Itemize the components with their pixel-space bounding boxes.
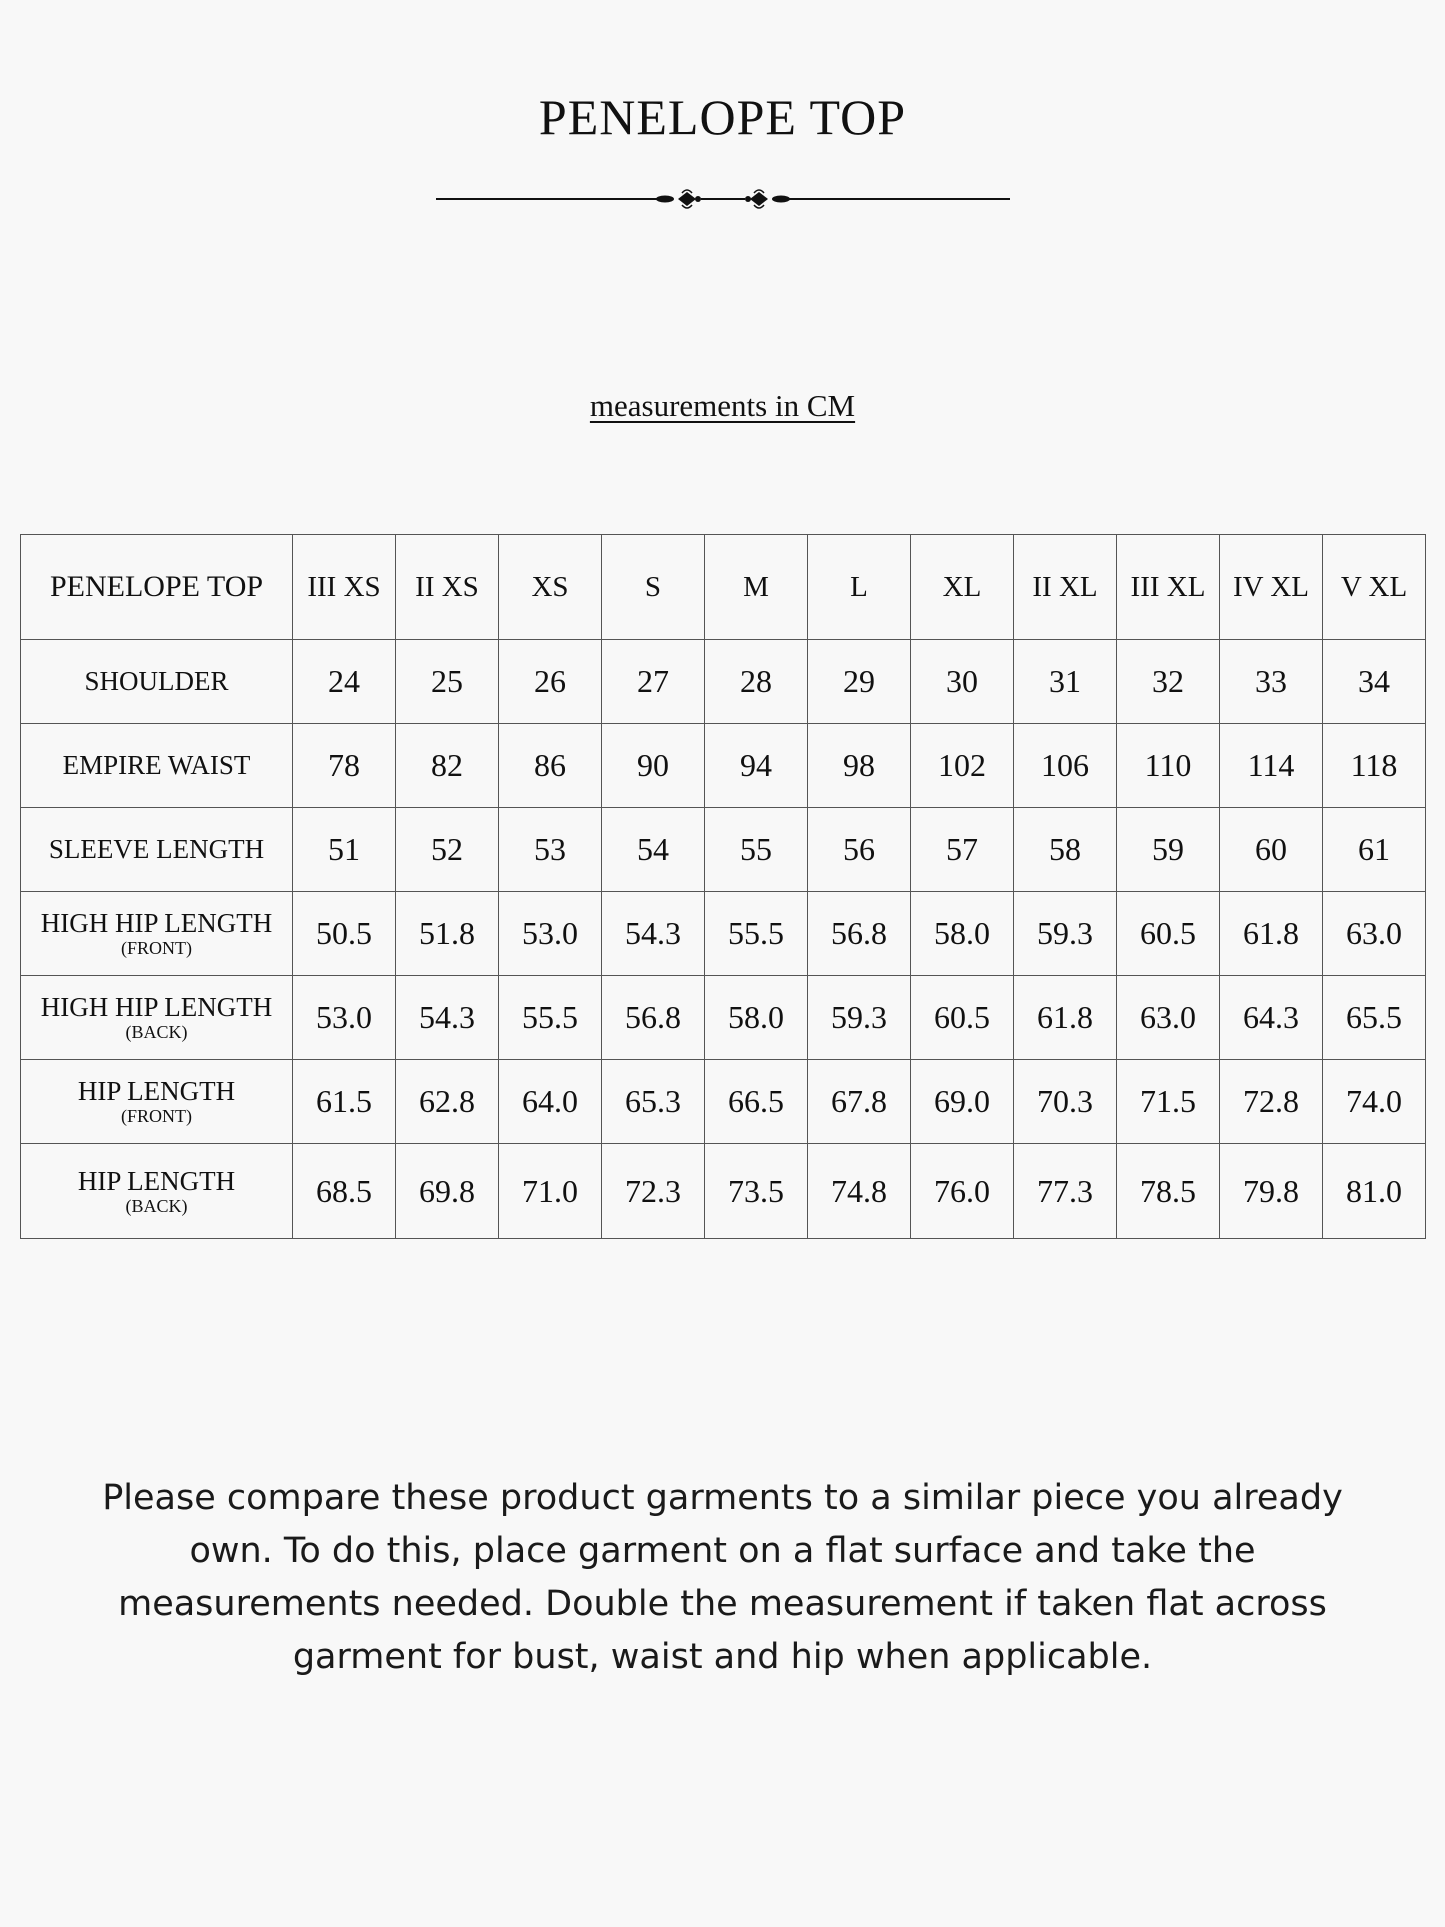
measurement-cell: 50.5 — [293, 892, 396, 976]
row-label-text: HIGH HIP LENGTH — [40, 992, 273, 1023]
table-row — [21, 640, 1426, 724]
measurement-cell: 55 — [705, 808, 808, 892]
measurement-cell: 65.3 — [602, 1060, 705, 1144]
measurement-cell: 62.8 — [396, 1060, 499, 1144]
measurement-cell: 57 — [911, 808, 1014, 892]
measurement-cell: 110 — [1117, 724, 1220, 808]
measurement-cell: 56.8 — [808, 892, 911, 976]
table-corner-header: PENELOPE TOP — [21, 535, 293, 640]
measurement-cell: 28 — [705, 640, 808, 724]
measurement-cell: 69.0 — [911, 1060, 1014, 1144]
measurement-cell: 69.8 — [396, 1144, 499, 1239]
measurement-cell: 56 — [808, 808, 911, 892]
measurement-cell: 52 — [396, 808, 499, 892]
measurement-cell: 55.5 — [705, 892, 808, 976]
measurement-cell: 102 — [911, 724, 1014, 808]
measurement-cell: 58.0 — [705, 976, 808, 1060]
measurement-cell: 79.8 — [1220, 1144, 1323, 1239]
measurement-cell: 32 — [1117, 640, 1220, 724]
row-label-text: HIP LENGTH — [77, 1165, 236, 1196]
row-label-text: HIGH HIP LENGTH — [40, 908, 273, 939]
size-chart-table — [20, 534, 1426, 1239]
size-header: II XS — [396, 535, 499, 640]
measurement-cell: 51 — [293, 808, 396, 892]
measurement-cell: 60.5 — [911, 976, 1014, 1060]
table-row — [21, 808, 1426, 892]
size-header: V XL — [1323, 535, 1426, 640]
measurement-cell: 26 — [499, 640, 602, 724]
size-header: II XL — [1014, 535, 1117, 640]
measurement-cell: 25 — [396, 640, 499, 724]
measurement-cell: 68.5 — [293, 1144, 396, 1239]
measurement-cell: 63.0 — [1117, 976, 1220, 1060]
measurement-cell: 72.8 — [1220, 1060, 1323, 1144]
measurement-cell: 54.3 — [396, 976, 499, 1060]
size-header: XL — [911, 535, 1014, 640]
row-label-subtext: (FRONT) — [121, 1106, 192, 1127]
row-label-text: SHOULDER — [84, 665, 229, 696]
measurement-cell: 54 — [602, 808, 705, 892]
measurement-cell: 64.3 — [1220, 976, 1323, 1060]
size-header: III XL — [1117, 535, 1220, 640]
row-label-subtext: (FRONT) — [121, 938, 192, 959]
measurement-cell: 66.5 — [705, 1060, 808, 1144]
measurement-cell: 67.8 — [808, 1060, 911, 1144]
measurement-cell: 58.0 — [911, 892, 1014, 976]
table-row — [21, 1144, 1426, 1239]
measurement-cell: 34 — [1323, 640, 1426, 724]
measurement-cell: 71.5 — [1117, 1060, 1220, 1144]
measurement-cell: 59.3 — [808, 976, 911, 1060]
measurement-cell: 73.5 — [705, 1144, 808, 1239]
row-label — [21, 1060, 293, 1144]
measurement-cell: 76.0 — [911, 1144, 1014, 1239]
measurement-cell: 31 — [1014, 640, 1117, 724]
measurement-cell: 63.0 — [1323, 892, 1426, 976]
measurement-cell: 53 — [499, 808, 602, 892]
table-row — [21, 976, 1426, 1060]
size-header: III XS — [293, 535, 396, 640]
measurement-cell: 58 — [1014, 808, 1117, 892]
measurement-cell: 86 — [499, 724, 602, 808]
row-label-subtext: (BACK) — [125, 1195, 188, 1216]
measurement-cell: 71.0 — [499, 1144, 602, 1239]
measurement-cell: 74.0 — [1323, 1060, 1426, 1144]
measurement-instructions: Please compare these product garments to a similar piece you already own. To do this, place garment on a flat surface and take the measurements needed. Double the measurement if taken flat across garment for bust, waist and hip when applicable. — [102, 1478, 1343, 1677]
table-header-row — [21, 535, 1426, 640]
measurement-cell: 81.0 — [1323, 1144, 1426, 1239]
measurement-cell: 61.8 — [1014, 976, 1117, 1060]
measurement-cell: 118 — [1323, 724, 1426, 808]
size-header: XS — [499, 535, 602, 640]
measurement-cell: 54.3 — [602, 892, 705, 976]
row-label — [21, 1144, 293, 1239]
measurement-cell: 94 — [705, 724, 808, 808]
measurement-cell: 98 — [808, 724, 911, 808]
size-header: L — [808, 535, 911, 640]
measurement-cell: 27 — [602, 640, 705, 724]
measurement-cell: 70.3 — [1014, 1060, 1117, 1144]
measurement-cell: 61 — [1323, 808, 1426, 892]
measurement-cell: 59 — [1117, 808, 1220, 892]
measurement-cell: 106 — [1014, 724, 1117, 808]
measurement-cell: 74.8 — [808, 1144, 911, 1239]
table-row — [21, 1060, 1426, 1144]
row-label — [21, 640, 293, 724]
measurement-cell: 53.0 — [499, 892, 602, 976]
measurement-cell: 30 — [911, 640, 1014, 724]
measurement-cell: 78 — [293, 724, 396, 808]
row-label — [21, 976, 293, 1060]
measurement-cell: 65.5 — [1323, 976, 1426, 1060]
measurement-cell: 90 — [602, 724, 705, 808]
measurement-cell: 29 — [808, 640, 911, 724]
measurement-cell: 64.0 — [499, 1060, 602, 1144]
measurement-cell: 56.8 — [602, 976, 705, 1060]
page-title: PENELOPE TOP — [538, 89, 907, 145]
row-label-text: EMPIRE WAIST — [62, 749, 251, 780]
measurement-cell: 61.8 — [1220, 892, 1323, 976]
row-label-text: SLEEVE LENGTH — [48, 833, 265, 864]
measurement-cell: 82 — [396, 724, 499, 808]
size-header: M — [705, 535, 808, 640]
measurement-cell: 77.3 — [1014, 1144, 1117, 1239]
measurement-cell: 114 — [1220, 724, 1323, 808]
measurement-cell: 51.8 — [396, 892, 499, 976]
measurement-cell: 55.5 — [499, 976, 602, 1060]
measurement-cell: 24 — [293, 640, 396, 724]
ornament-divider-icon — [436, 184, 1010, 214]
size-header: IV XL — [1220, 535, 1323, 640]
row-label — [21, 892, 293, 976]
table-row — [21, 892, 1426, 976]
measurement-cell: 60 — [1220, 808, 1323, 892]
measurement-cell: 33 — [1220, 640, 1323, 724]
measurement-unit-note — [0, 390, 1445, 421]
measurement-cell: 60.5 — [1117, 892, 1220, 976]
measurement-cell: 53.0 — [293, 976, 396, 1060]
row-label — [21, 724, 293, 808]
measurement-cell: 61.5 — [293, 1060, 396, 1144]
row-label — [21, 808, 293, 892]
row-label-subtext: (BACK) — [125, 1022, 188, 1043]
measurement-cell: 72.3 — [602, 1144, 705, 1239]
measurement-cell: 59.3 — [1014, 892, 1117, 976]
subtitle-text: measurements in CM — [589, 388, 856, 423]
table-row — [21, 724, 1426, 808]
row-label-text: HIP LENGTH — [77, 1076, 236, 1107]
measurement-cell: 78.5 — [1117, 1144, 1220, 1239]
size-header: S — [602, 535, 705, 640]
